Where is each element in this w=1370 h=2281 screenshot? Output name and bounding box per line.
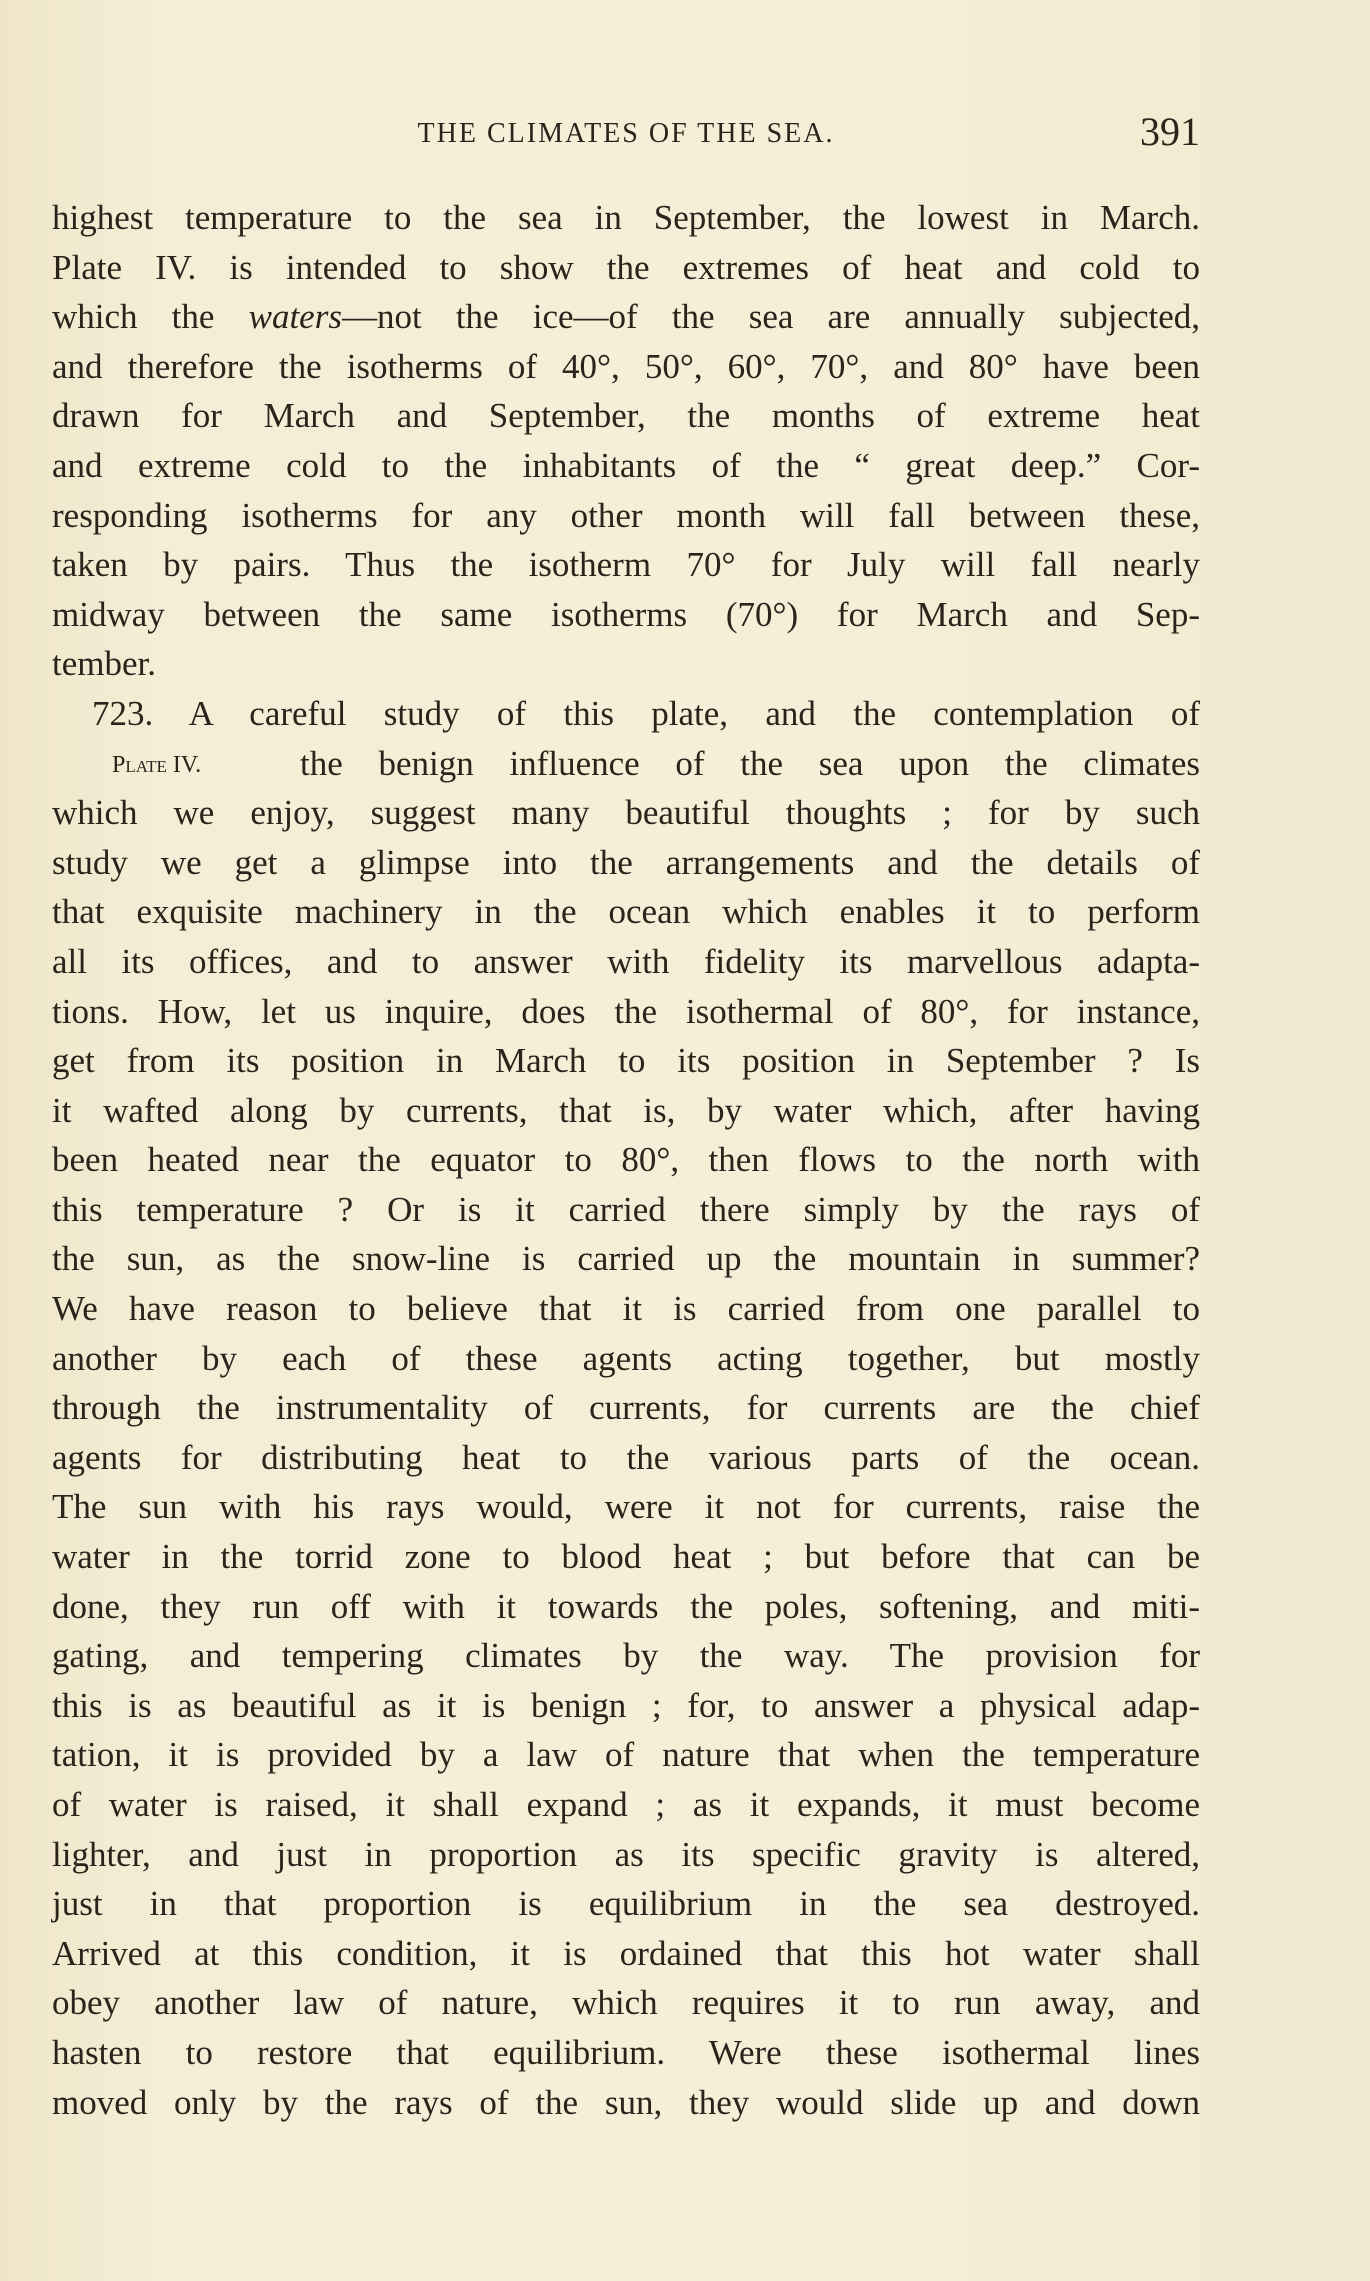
- text-line: just in that proportion is equilibrium in the sea destroyed.: [52, 1884, 1200, 1924]
- text-line: taken by pairs. Thus the isotherm 70° for July will fall nearly: [52, 545, 1200, 585]
- text-line: which the waters—not the ice—of the sea are annually subjected,: [52, 297, 1201, 337]
- text-line: study we get a glimpse into the arrangements and the details of: [52, 842, 1200, 882]
- text-line: lighter, and just in proportion as its specific gravity is altered,: [52, 1834, 1200, 1874]
- text-line: moved only by the rays of the sun, they would slide up and down: [52, 2082, 1200, 2122]
- page-number: 391: [1140, 109, 1200, 154]
- text-line: that exquisite machinery in the ocean which enables it to perform: [52, 892, 1200, 932]
- text-line: it wafted along by currents, that is, by water which, after having: [52, 1090, 1200, 1130]
- text-line: Plate IV. is intended to show the extremes of heat and cold to: [52, 247, 1200, 287]
- text-line: We have reason to believe that it is carried from one parallel to: [52, 1289, 1200, 1329]
- text-line: and therefore the isotherms of 40°, 50°, 60°, 70°, and 80° have been: [52, 346, 1200, 386]
- text-line: this is as beautiful as it is benign ; for, to answer a physical adap-: [52, 1685, 1200, 1725]
- text-line: tation, it is provided by a law of nature that when the temperature: [52, 1735, 1200, 1775]
- text-line: water in the torrid zone to blood heat ; but before that can be: [52, 1537, 1200, 1577]
- text-line: tember.: [52, 644, 156, 684]
- running-title: THE CLIMATES OF THE SEA.: [417, 118, 835, 149]
- text-line: this temperature ? Or is it carried there simply by the rays of: [52, 1189, 1200, 1229]
- text-line: another by each of these agents acting together, but mostly: [52, 1338, 1200, 1378]
- text-line: all its offices, and to answer with fidelity its marvellous adapta-: [52, 941, 1200, 981]
- text-line: done, they run off with it towards the poles, softening, and miti-: [52, 1586, 1200, 1626]
- text-line: The sun with his rays would, were it not for currents, raise the: [52, 1487, 1200, 1527]
- text-line: agents for distributing heat to the various parts of the ocean.: [52, 1437, 1200, 1477]
- text-line: Arrived at this condition, it is ordained that this hot water shall: [52, 1933, 1200, 1973]
- page-header: [52, 108, 1200, 168]
- text-line: of water is raised, it shall expand ; as it expands, it must become: [52, 1785, 1200, 1824]
- text-line: responding isotherms for any other month will fall between these,: [52, 495, 1200, 535]
- text-line: midway between the same isotherms (70°) for March and Sep-: [52, 594, 1200, 634]
- text-line: through the instrumentality of currents, for currents are the chief: [52, 1388, 1200, 1428]
- emphasis-waters: waters: [248, 297, 342, 337]
- text-line: drawn for March and September, the months of extreme heat: [52, 396, 1200, 436]
- text-line: get from its position in March to its position in September ? Is: [52, 1041, 1200, 1081]
- text-line: hasten to restore that equilibrium. Were these isothermal lines: [52, 2032, 1200, 2072]
- text-line: obey another law of nature, which requires it to run away, and: [52, 1983, 1200, 2023]
- text-line: and extreme cold to the inhabitants of the “ great deep.” Cor-: [52, 445, 1200, 485]
- margin-note: Plate IV.: [112, 751, 202, 778]
- text-line: highest temperature to the sea in September, the lowest in March.: [52, 198, 1200, 237]
- text-line: gating, and tempering climates by the way. The provision for: [52, 1636, 1200, 1676]
- text-line-content: the benign influence of the sea upon the climates: [300, 743, 1200, 783]
- paragraph-start-line: 723. A careful study of this plate, and the contemplation of: [92, 693, 1200, 733]
- text-line: the sun, as the snow-line is carried up the mountain in summer?: [52, 1239, 1200, 1279]
- body-text: [52, 193, 1200, 2127]
- text-line: which we enjoy, suggest many beautiful thoughts ; for by such: [52, 793, 1200, 833]
- text-line-with-margin-note: [52, 739, 1200, 789]
- text-line: been heated near the equator to 80°, then flows to the north with: [52, 1140, 1200, 1180]
- text-line: tions. How, let us inquire, does the isothermal of 80°, for instance,: [52, 991, 1200, 1031]
